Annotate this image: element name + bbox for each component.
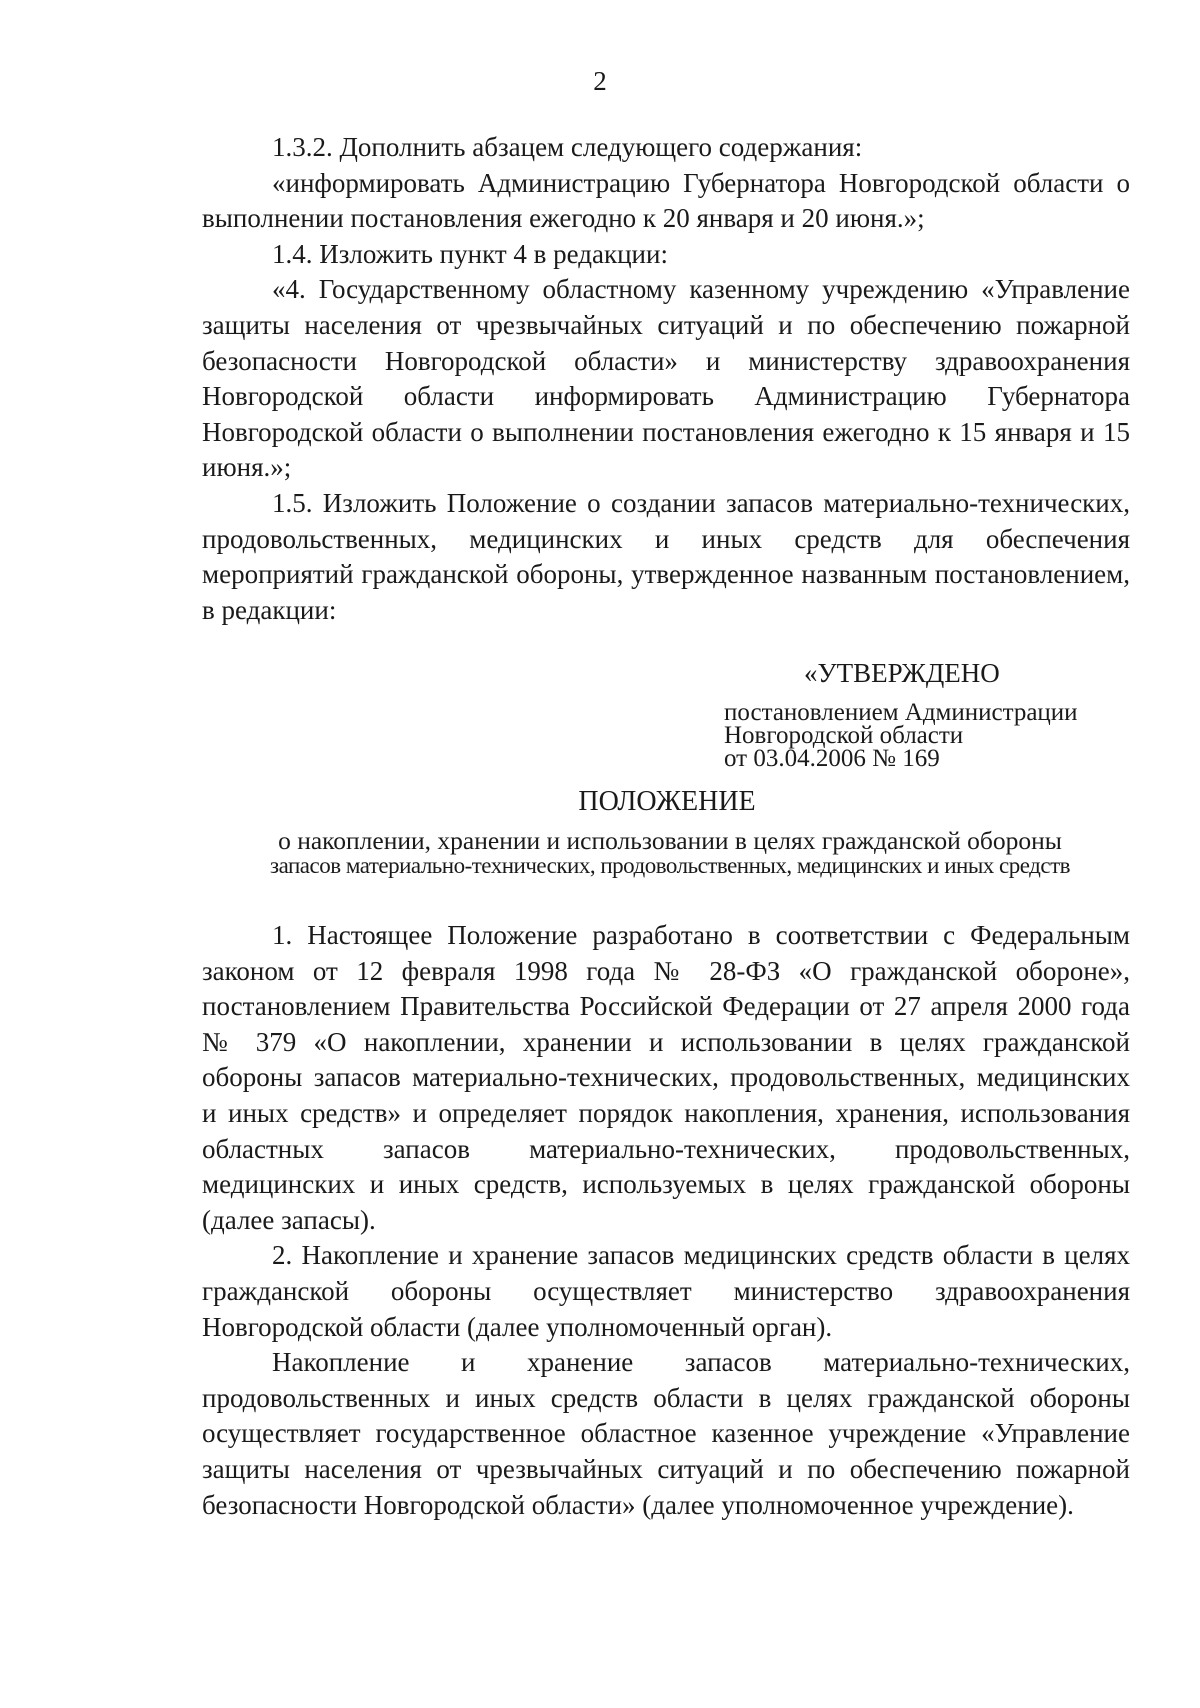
document-title: ПОЛОЖЕНИЕ (578, 786, 756, 817)
approval-line-2: Новгородской области (724, 722, 964, 749)
paragraph-1-3-2: 1.3.2. Дополнить абзацем следующего содержания: (272, 132, 863, 162)
approval-line-1: постановлением Администрации (724, 699, 1078, 726)
paragraph-1-5: 1.5. Изложить Положение о создании запасов материально-технических, продовольственных, медицинских и иных средств для обеспечения мероприятий гражданской обороны, утвержденное названным постановлением, в редакции: (202, 487, 1130, 625)
subtitle-line-1: о накоплении, хранении и использовании в целях гражданской обороны (278, 826, 1062, 855)
paragraph-quote-informing: «информировать Администрацию Губернатора Новгородской области о выполнении постановления ежегодно к 20 января и 20 июня.»; (202, 167, 1130, 234)
paragraph-section-2: 2. Накопление и хранение запасов медицинских средств области в целях гражданской обороны осуществляет министерство здравоохранения Новгородской области (далее уполномоченный орган). (202, 1240, 1130, 1342)
regulation-body (202, 918, 1130, 1523)
approval-line-3: от 03.04.2006 № 169 (724, 745, 940, 772)
paragraph-1-4: 1.4. Изложить пункт 4 в редакции: (272, 238, 668, 269)
paragraph-section-2-continued: Накопление и хранение запасов материально-технических, продовольственных и иных средств области в целях гражданской обороны осуществляет государственное областное казенное учреждение «Управление защиты населения от чрезвычайных ситуаций и по обеспечению пожарной безопасности Новгородской области» (далее уполномоченное учреждение). (202, 1347, 1130, 1520)
amendments-section (202, 130, 1130, 628)
paragraph-quote-item-4: «4. Государственному областному казенному учреждению «Управление защиты населения от чрезвычайных ситуаций и по обеспечению пожарной безопасности Новгородской области» и министерству здравоохранения Новгородской области информировать Администрацию Губернатора Новгородской области о выполнении постановления ежегодно к 15 января и 15 июня.»; (202, 274, 1130, 483)
page-number: 2 (593, 66, 607, 96)
approval-heading: «УТВЕРЖДЕНО (804, 658, 1000, 688)
paragraph-section-1: 1. Настоящее Положение разработано в соответствии с Федеральным законом от 12 февраля 1998 года № 28-ФЗ «О гражданской обороне», постановлением Правительства Российской Федерации от 27 апреля 2000 года № 379 «О накоплении, хранении и использовании в целях гражданской обороны запасов материально-технических, продовольственных, медицинских и иных средств» и определяет порядок накопления, хранения, использования областных запасов материально-технических, продовольственных, медицинских и иных средств, используемых в целях гражданской обороны (далее запасы). (202, 920, 1130, 1235)
document-subtitle (190, 828, 1150, 878)
approval-block (724, 655, 1144, 770)
approval-details (724, 701, 1144, 770)
subtitle-line-2: запасов материально-технических, продовольственных, медицинских и иных средств (270, 853, 1070, 878)
